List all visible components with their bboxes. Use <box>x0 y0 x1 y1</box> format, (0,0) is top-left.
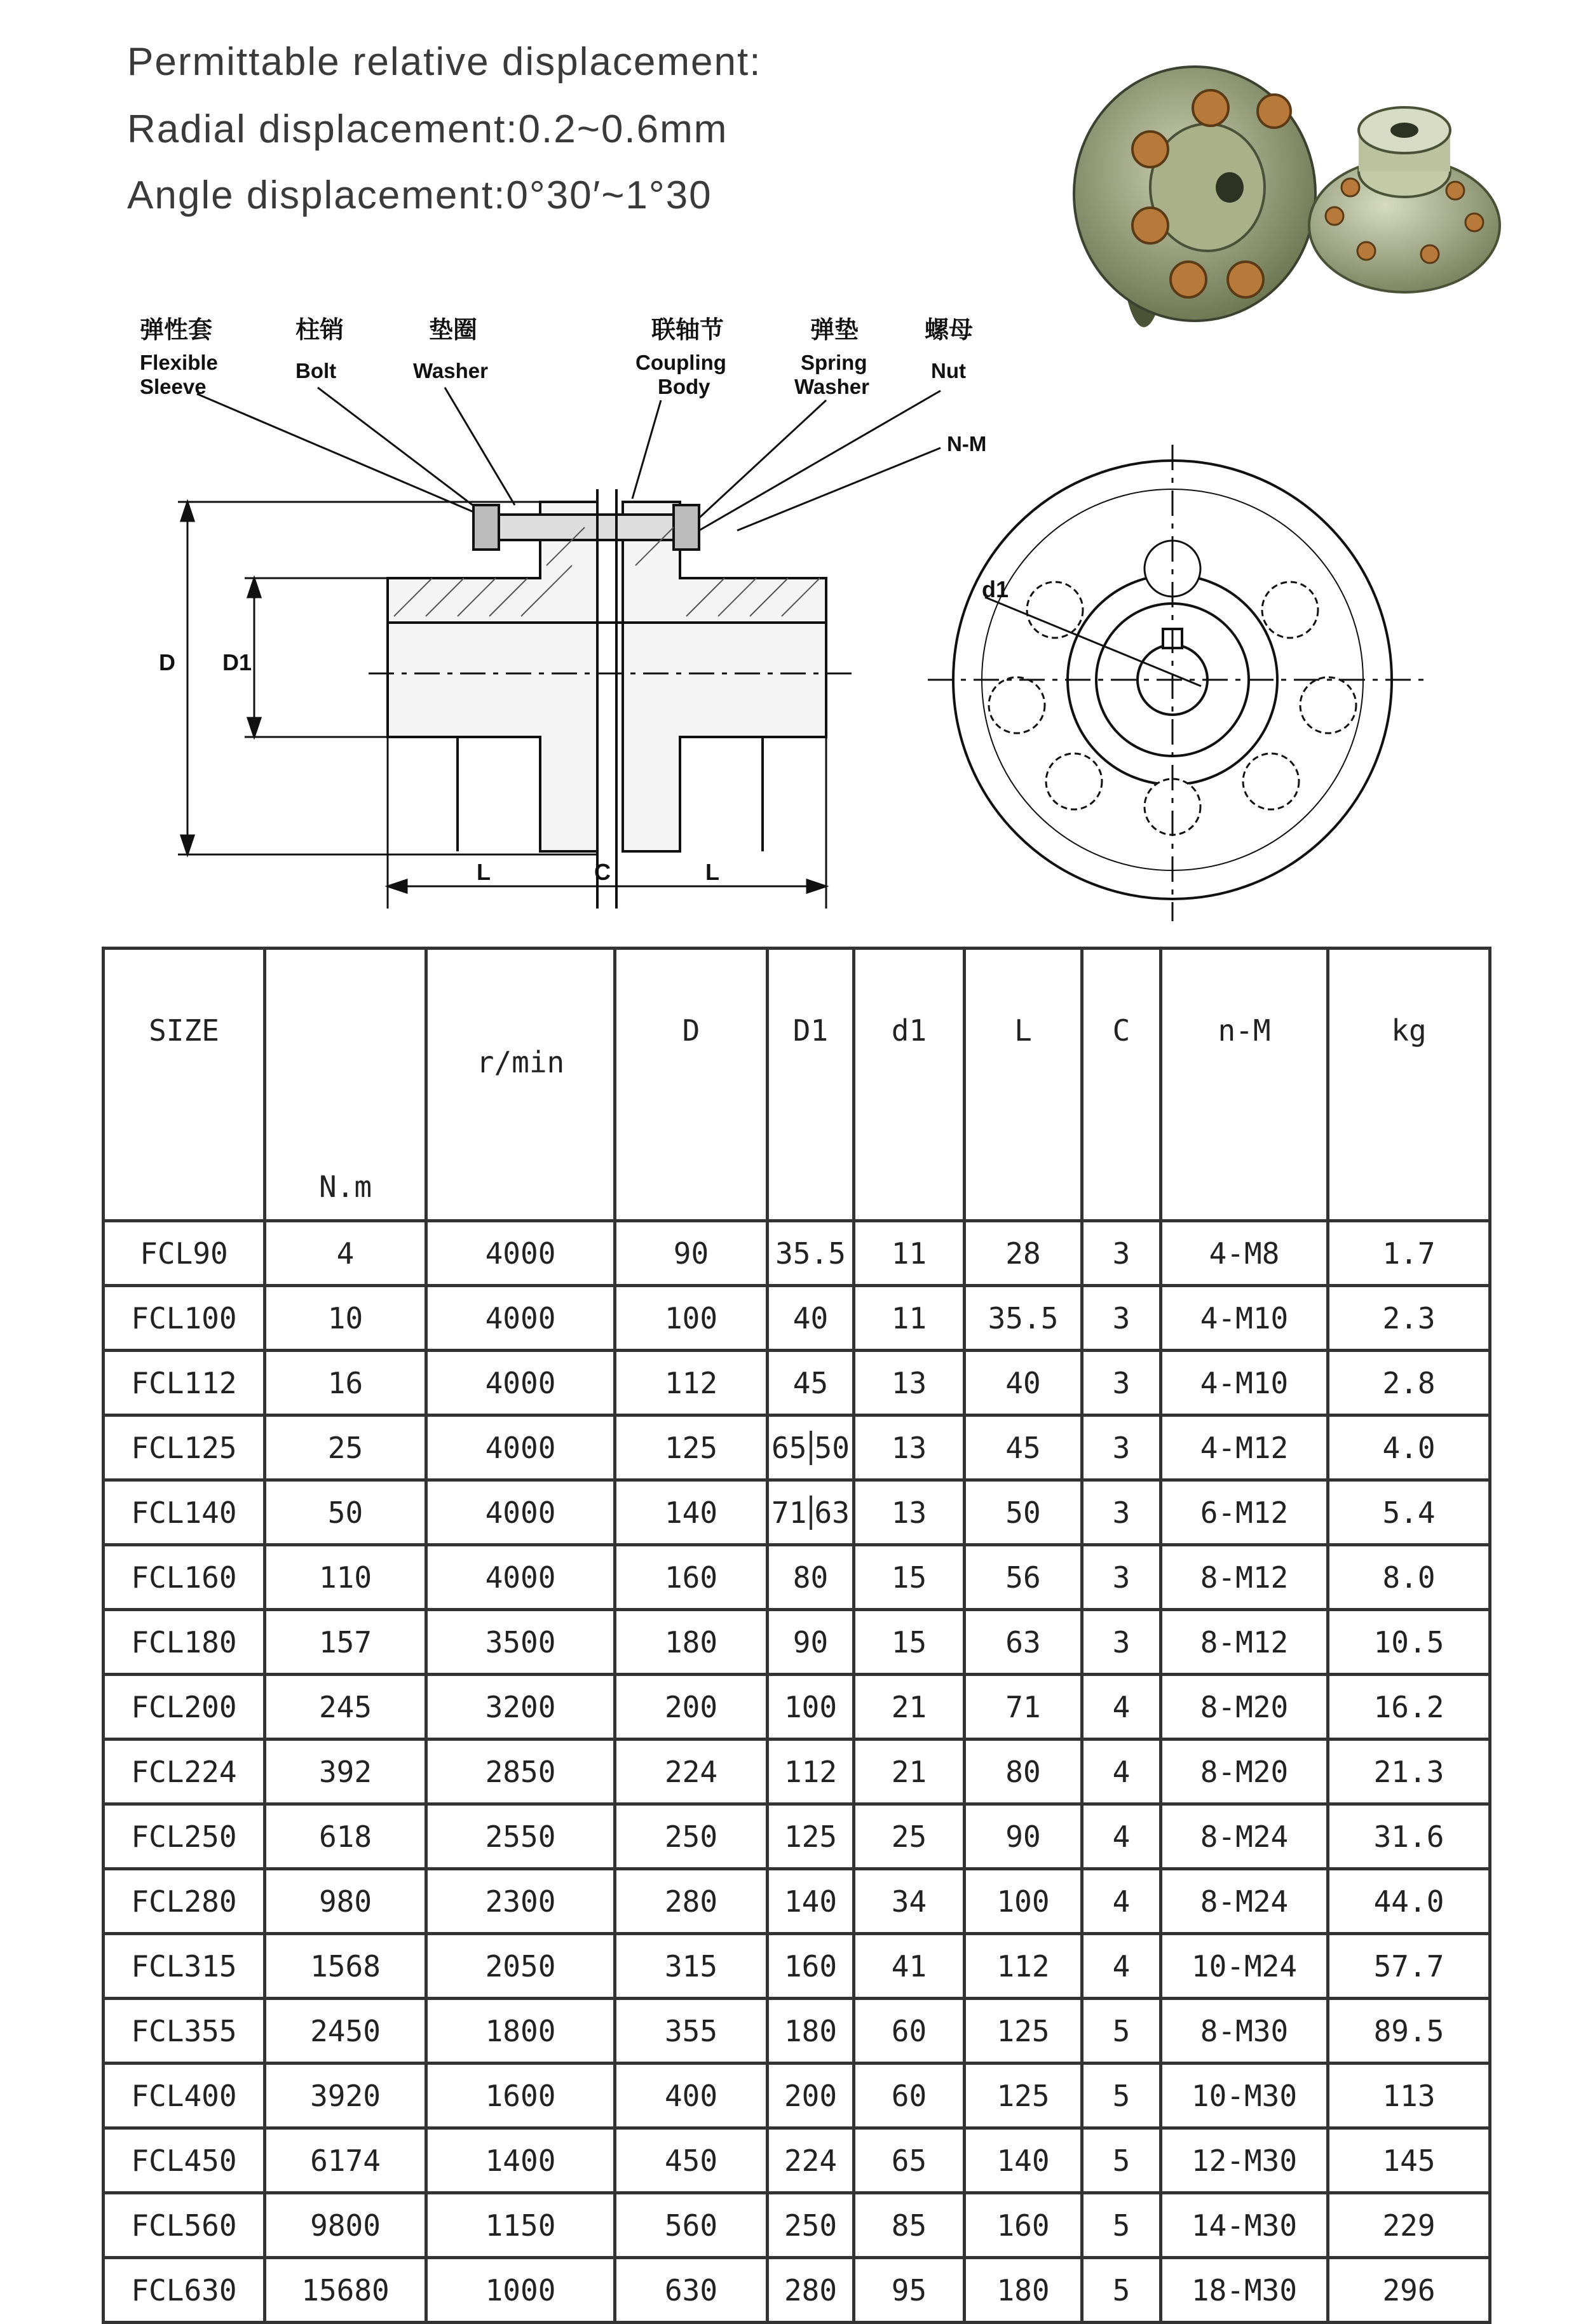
cell-D: 630 <box>615 2258 768 2323</box>
coupling-photo <box>1049 60 1506 327</box>
cell-D1: 125 <box>768 1804 854 1869</box>
cell-kg: 229 <box>1328 2193 1490 2258</box>
cell-D: 112 <box>615 1351 768 1415</box>
cell-n-M: 10-M30 <box>1161 2064 1328 2128</box>
svg-text:Flexible: Flexible <box>140 351 218 374</box>
spec-angle-displacement: Angle displacement:0°30′~1°30 <box>127 173 712 217</box>
cell-C: 4 <box>1082 1804 1161 1869</box>
table-row <box>104 1999 1490 2064</box>
cell-size: FCL560 <box>104 2193 265 2258</box>
cell-size: FCL200 <box>104 1675 265 1740</box>
cell-D: 125 <box>615 1415 768 1480</box>
cell-n-M: 14-M30 <box>1161 2193 1328 2258</box>
table-row <box>104 1480 1490 1545</box>
cell-torque: 9800 <box>265 2193 426 2258</box>
svg-text:Body: Body <box>658 375 710 398</box>
cell-n-M: 8-M20 <box>1161 1675 1328 1740</box>
cell-kg: 21.3 <box>1328 1740 1490 1804</box>
cell-speed: 2850 <box>426 1740 615 1804</box>
cell-torque: 618 <box>265 1804 426 1869</box>
cell-d1: 41 <box>854 1934 965 1999</box>
cell-C: 5 <box>1082 2064 1161 2128</box>
svg-text:Washer: Washer <box>413 359 488 382</box>
cell-D: 100 <box>615 1286 768 1351</box>
table-row <box>104 2258 1490 2323</box>
cell-n-M: 8-M30 <box>1161 1999 1328 2064</box>
cell-kg: 31.6 <box>1328 1804 1490 1869</box>
cell-D1-b: 63 <box>814 1495 850 1530</box>
cell-torque: 6174 <box>265 2128 426 2193</box>
table-row <box>104 1675 1490 1740</box>
cell-D1-a: 65 <box>769 1431 812 1465</box>
table-row <box>104 1545 1490 1610</box>
cell-kg: 10.5 <box>1328 1610 1490 1675</box>
dim-label-L-left: L <box>477 859 491 885</box>
cell-L: 35.5 <box>965 1286 1082 1351</box>
cell-kg: 113 <box>1328 2064 1490 2128</box>
cell-C: 3 <box>1082 1545 1161 1610</box>
header-speed: r/min <box>426 949 615 1221</box>
table-row <box>104 1869 1490 1934</box>
cell-C: 5 <box>1082 1999 1161 2064</box>
cell-d1: 60 <box>854 2064 965 2128</box>
cell-n-M: 12-M30 <box>1161 2128 1328 2193</box>
cell-D1: 45 <box>768 1351 854 1415</box>
cell-L: 125 <box>965 2064 1082 2128</box>
cell-d1: 11 <box>854 1286 965 1351</box>
cell-torque: 245 <box>265 1675 426 1740</box>
cell-d1: 34 <box>854 1869 965 1934</box>
cell-size: FCL125 <box>104 1415 265 1480</box>
cell-torque: 110 <box>265 1545 426 1610</box>
cell-speed: 4000 <box>426 1351 615 1415</box>
cell-L: 50 <box>965 1480 1082 1545</box>
svg-text:垫圈: 垫圈 <box>429 316 478 344</box>
cell-D: 140 <box>615 1480 768 1545</box>
cell-L: 28 <box>965 1221 1082 1286</box>
cell-speed: 1800 <box>426 1999 615 2064</box>
cell-D1-a: 71 <box>769 1496 812 1530</box>
cell-d1: 15 <box>854 1610 965 1675</box>
table-row <box>104 1286 1490 1351</box>
cell-D: 560 <box>615 2193 768 2258</box>
cell-D: 200 <box>615 1675 768 1740</box>
cell-torque: 25 <box>265 1415 426 1480</box>
cell-D1 <box>768 1415 854 1480</box>
cell-kg: 5.4 <box>1328 1480 1490 1545</box>
cell-n-M: 8-M24 <box>1161 1804 1328 1869</box>
svg-text:Nut: Nut <box>931 359 966 382</box>
cell-torque: 3920 <box>265 2064 426 2128</box>
cell-d1: 65 <box>854 2128 965 2193</box>
cell-D1 <box>768 1480 854 1545</box>
cell-n-M: 18-M30 <box>1161 2258 1328 2323</box>
cell-d1: 15 <box>854 1545 965 1610</box>
cell-C: 5 <box>1082 2193 1161 2258</box>
cell-size: FCL280 <box>104 1869 265 1934</box>
cell-d1: 21 <box>854 1675 965 1740</box>
cell-kg: 44.0 <box>1328 1869 1490 1934</box>
cell-d1: 13 <box>854 1415 965 1480</box>
cell-D1: 80 <box>768 1545 854 1610</box>
cell-speed: 1000 <box>426 2258 615 2323</box>
cell-torque: 392 <box>265 1740 426 1804</box>
cell-kg: 57.7 <box>1328 1934 1490 1999</box>
svg-text:Coupling: Coupling <box>635 351 726 374</box>
cell-kg: 296 <box>1328 2258 1490 2323</box>
cell-torque: 157 <box>265 1610 426 1675</box>
cell-D1: 90 <box>768 1610 854 1675</box>
cell-size: FCL400 <box>104 2064 265 2128</box>
cell-L: 90 <box>965 1804 1082 1869</box>
cell-size: FCL450 <box>104 2128 265 2193</box>
cell-L: 180 <box>965 2258 1082 2323</box>
label-n-m: N-M <box>947 432 987 456</box>
cell-C: 3 <box>1082 1286 1161 1351</box>
cell-D1: 160 <box>768 1934 854 1999</box>
svg-text:Sleeve: Sleeve <box>140 375 207 398</box>
cell-C: 3 <box>1082 1480 1161 1545</box>
cell-size: FCL160 <box>104 1545 265 1610</box>
cell-D1-b: 50 <box>814 1430 850 1465</box>
table-row <box>104 2064 1490 2128</box>
cell-D1: 200 <box>768 2064 854 2128</box>
cell-n-M: 8-M24 <box>1161 1869 1328 1934</box>
cell-L: 71 <box>965 1675 1082 1740</box>
label-washer <box>413 316 488 382</box>
cell-kg: 2.8 <box>1328 1351 1490 1415</box>
table-row <box>104 2193 1490 2258</box>
cell-kg: 1.7 <box>1328 1221 1490 1286</box>
cell-torque: 50 <box>265 1480 426 1545</box>
cell-D: 450 <box>615 2128 768 2193</box>
cell-d1: 13 <box>854 1351 965 1415</box>
spec-title: Permittable relative displacement: <box>127 40 762 84</box>
cell-torque: 980 <box>265 1869 426 1934</box>
cell-torque: 4 <box>265 1221 426 1286</box>
cell-speed: 1600 <box>426 2064 615 2128</box>
cell-size: FCL315 <box>104 1934 265 1999</box>
cell-speed: 4000 <box>426 1415 615 1480</box>
table-row <box>104 1221 1490 1286</box>
dim-label-D: D <box>159 649 175 675</box>
cell-d1: 21 <box>854 1740 965 1804</box>
cell-kg: 4.0 <box>1328 1415 1490 1480</box>
cell-L: 100 <box>965 1869 1082 1934</box>
cell-speed: 3200 <box>426 1675 615 1740</box>
svg-text:弹垫: 弹垫 <box>810 316 859 344</box>
cell-L: 140 <box>965 2128 1082 2193</box>
cell-speed: 1150 <box>426 2193 615 2258</box>
cell-D: 355 <box>615 1999 768 2064</box>
cell-size: FCL224 <box>104 1740 265 1804</box>
table-row <box>104 2128 1490 2193</box>
svg-text:联轴节: 联轴节 <box>651 316 724 344</box>
cell-D1: 280 <box>768 2258 854 2323</box>
coupling-technical-drawing <box>127 299 1474 921</box>
cell-D: 400 <box>615 2064 768 2128</box>
cell-D: 250 <box>615 1804 768 1869</box>
cell-n-M: 4-M12 <box>1161 1415 1328 1480</box>
cell-size: FCL112 <box>104 1351 265 1415</box>
cell-d1: 60 <box>854 1999 965 2064</box>
cell-L: 45 <box>965 1415 1082 1480</box>
cell-d1: 25 <box>854 1804 965 1869</box>
cell-n-M: 4-M10 <box>1161 1351 1328 1415</box>
cell-C: 3 <box>1082 1610 1161 1675</box>
cell-D1: 224 <box>768 2128 854 2193</box>
cell-D1: 180 <box>768 1999 854 2064</box>
cell-L: 40 <box>965 1351 1082 1415</box>
cell-D: 224 <box>615 1740 768 1804</box>
cell-d1: 85 <box>854 2193 965 2258</box>
cell-n-M: 4-M10 <box>1161 1286 1328 1351</box>
cell-D: 160 <box>615 1545 768 1610</box>
cell-C: 3 <box>1082 1351 1161 1415</box>
cell-D1: 40 <box>768 1286 854 1351</box>
table-row <box>104 1740 1490 1804</box>
table-row <box>104 1415 1490 1480</box>
svg-text:Spring: Spring <box>801 351 867 374</box>
header-L: L <box>965 949 1082 1221</box>
cell-C: 4 <box>1082 1675 1161 1740</box>
cell-D: 180 <box>615 1610 768 1675</box>
label-bolt <box>296 316 344 382</box>
cell-D1: 250 <box>768 2193 854 2258</box>
cell-torque: 15680 <box>265 2258 426 2323</box>
cell-L: 125 <box>965 1999 1082 2064</box>
cell-n-M: 6-M12 <box>1161 1480 1328 1545</box>
cell-C: 3 <box>1082 1221 1161 1286</box>
cell-speed: 1400 <box>426 2128 615 2193</box>
cell-d1: 13 <box>854 1480 965 1545</box>
header-D1: D1 <box>768 949 854 1221</box>
svg-text:Washer: Washer <box>794 375 869 398</box>
cell-torque: 16 <box>265 1351 426 1415</box>
table-row <box>104 1610 1490 1675</box>
cell-D1: 100 <box>768 1675 854 1740</box>
cell-D1: 35.5 <box>768 1221 854 1286</box>
cell-n-M: 8-M12 <box>1161 1545 1328 1610</box>
cell-C: 5 <box>1082 2128 1161 2193</box>
header-d1: d1 <box>854 949 965 1221</box>
svg-text:螺母: 螺母 <box>925 316 974 344</box>
cell-L: 112 <box>965 1934 1082 1999</box>
cell-torque: 1568 <box>265 1934 426 1999</box>
cell-kg: 16.2 <box>1328 1675 1490 1740</box>
header-C: C <box>1082 949 1161 1221</box>
cell-size: FCL100 <box>104 1286 265 1351</box>
cell-speed: 4000 <box>426 1286 615 1351</box>
cell-D1: 140 <box>768 1869 854 1934</box>
cell-kg: 2.3 <box>1328 1286 1490 1351</box>
dim-label-d1: d1 <box>982 576 1009 602</box>
cell-C: 3 <box>1082 1415 1161 1480</box>
cell-speed: 2550 <box>426 1804 615 1869</box>
header-size: SIZE <box>104 949 265 1221</box>
dim-label-C: C <box>594 859 611 885</box>
label-coupling-body <box>635 316 726 398</box>
svg-text:Bolt: Bolt <box>296 359 337 382</box>
label-flexible-sleeve <box>140 316 218 398</box>
header-n-M: n-M <box>1161 949 1328 1221</box>
cell-size: FCL355 <box>104 1999 265 2064</box>
label-nut <box>925 316 973 382</box>
cell-d1: 11 <box>854 1221 965 1286</box>
table-row <box>104 1804 1490 1869</box>
cell-size: FCL90 <box>104 1221 265 1286</box>
cell-torque: 2450 <box>265 1999 426 2064</box>
svg-text:弹性套: 弹性套 <box>140 316 213 344</box>
cell-C: 4 <box>1082 1740 1161 1804</box>
dim-label-D1: D1 <box>222 649 252 675</box>
cell-speed: 4000 <box>426 1221 615 1286</box>
cell-n-M: 4-M8 <box>1161 1221 1328 1286</box>
cell-kg: 89.5 <box>1328 1999 1490 2064</box>
svg-text:柱销: 柱销 <box>296 316 344 344</box>
cell-torque: 10 <box>265 1286 426 1351</box>
cell-C: 5 <box>1082 2258 1161 2323</box>
cell-L: 63 <box>965 1610 1082 1675</box>
cell-d1: 95 <box>854 2258 965 2323</box>
cell-speed: 3500 <box>426 1610 615 1675</box>
cell-speed: 4000 <box>426 1545 615 1610</box>
cell-D: 315 <box>615 1934 768 1999</box>
cell-L: 80 <box>965 1740 1082 1804</box>
table-row <box>104 1351 1490 1415</box>
cell-speed: 2300 <box>426 1869 615 1934</box>
cell-size: FCL250 <box>104 1804 265 1869</box>
cell-kg: 8.0 <box>1328 1545 1490 1610</box>
cell-D: 90 <box>615 1221 768 1286</box>
label-spring-washer <box>794 316 869 398</box>
cell-kg: 145 <box>1328 2128 1490 2193</box>
cell-size: FCL140 <box>104 1480 265 1545</box>
cell-n-M: 8-M20 <box>1161 1740 1328 1804</box>
table-row <box>104 1934 1490 1999</box>
header-D: D <box>615 949 768 1221</box>
cell-size: FCL630 <box>104 2258 265 2323</box>
dim-label-L-right: L <box>705 859 719 885</box>
cell-L: 160 <box>965 2193 1082 2258</box>
header-torque: N.m <box>265 949 426 1221</box>
cell-C: 4 <box>1082 1934 1161 1999</box>
cell-D: 280 <box>615 1869 768 1934</box>
cell-D1: 112 <box>768 1740 854 1804</box>
cell-speed: 4000 <box>426 1480 615 1545</box>
header-kg: kg <box>1328 949 1490 1221</box>
cell-speed: 2050 <box>426 1934 615 1999</box>
cell-n-M: 8-M12 <box>1161 1610 1328 1675</box>
spec-radial-displacement: Radial displacement:0.2~0.6mm <box>127 107 728 151</box>
cell-size: FCL180 <box>104 1610 265 1675</box>
spec-table <box>102 947 1491 2324</box>
cell-C: 4 <box>1082 1869 1161 1934</box>
cell-n-M: 10-M24 <box>1161 1934 1328 1999</box>
cell-L: 56 <box>965 1545 1082 1610</box>
table-header-row <box>104 949 1490 1221</box>
